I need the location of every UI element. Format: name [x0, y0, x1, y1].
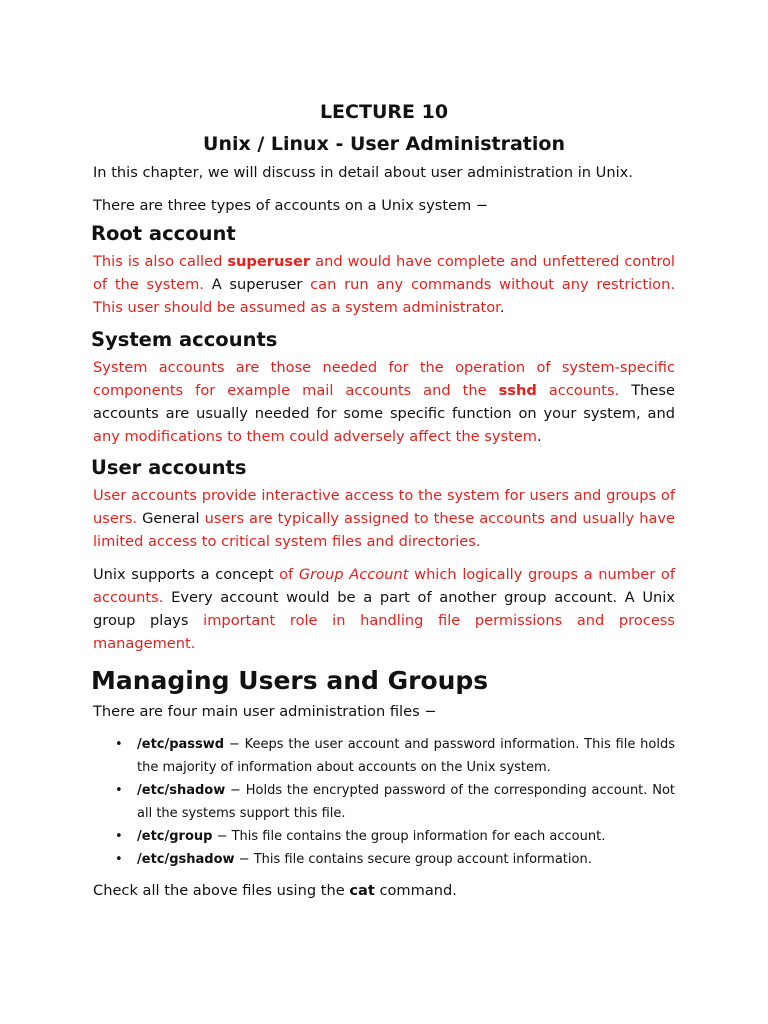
- managing-heading: Managing Users and Groups: [91, 666, 489, 695]
- account-types-paragraph: There are three types of accounts on a Unix system −: [93, 197, 489, 214]
- list-item: [93, 779, 675, 825]
- file-name: /etc/passwd: [137, 737, 225, 752]
- file-name: /etc/gshadow: [137, 852, 235, 867]
- file-description: − This file contains secure group account information.: [234, 852, 592, 867]
- bullet-icon: •: [115, 783, 123, 798]
- check-files-paragraph: Check all the above files using the cat command.: [93, 882, 457, 899]
- root-account-paragraph: This is also called superuser and would have complete and unfettered control of the system. A superuser can run any commands without any restriction. This user should be assumed as a system administrator.: [93, 253, 675, 316]
- list-item: [93, 848, 675, 871]
- system-accounts-paragraph: System accounts are those needed for the operation of system-specific components for example mail accounts and the sshd accounts. These accounts are usually needed for some specific function on your system, and any modifications to them could adversely affect the system.: [93, 359, 675, 445]
- bullet-icon: •: [115, 852, 123, 867]
- list-item: [93, 825, 675, 848]
- admin-files-list: [93, 733, 675, 871]
- intro-paragraph: In this chapter, we will discuss in detail about user administration in Unix.: [93, 164, 633, 181]
- root-account-heading: Root account: [91, 222, 236, 245]
- file-name: /etc/shadow: [137, 783, 226, 798]
- bullet-icon: •: [115, 829, 123, 844]
- user-accounts-paragraph: User accounts provide interactive access to the system for users and groups of users. General users are typically assigned to these accounts and usually have limited access to critical system files and directories.: [93, 487, 675, 550]
- file-description: − Keeps the user account and password information. This file holds the majority of information about accounts on the Unix system.: [137, 737, 675, 775]
- group-account-paragraph: Unix supports a concept of Group Account which logically groups a number of accounts. Every account would be a part of another group account. A Unix group plays important role in handling file permissions and process management.: [93, 566, 676, 652]
- file-description: − This file contains the group information for each account.: [212, 829, 606, 844]
- file-name: /etc/group: [137, 829, 213, 844]
- system-accounts-heading: System accounts: [91, 328, 278, 351]
- bullet-icon: •: [115, 737, 123, 752]
- file-description: − Holds the encrypted password of the corresponding account. Not all the systems support this file.: [137, 783, 675, 821]
- list-item: [93, 733, 675, 779]
- page-title: Unix / Linux - User Administration: [203, 133, 565, 155]
- document-page: [93, 98, 675, 902]
- lecture-number: LECTURE 10: [319, 101, 449, 123]
- user-accounts-heading: User accounts: [91, 456, 247, 479]
- admin-files-intro: There are four main user administration files −: [93, 703, 437, 720]
